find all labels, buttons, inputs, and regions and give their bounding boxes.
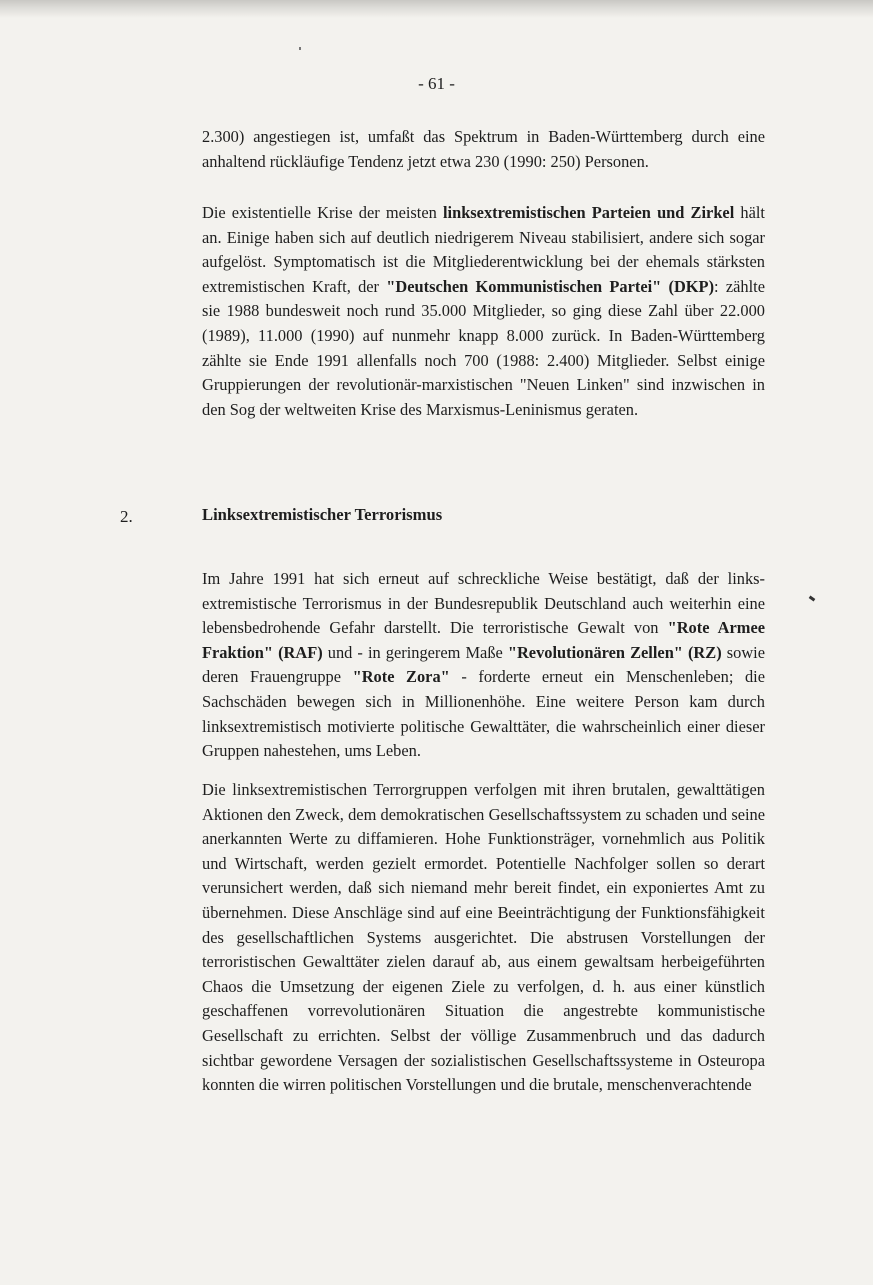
text-run: Im Jahre 1991 hat sich erneut auf schreckliche Weise bestätigt, daß der linksextremistische Terrorismus in der Bundesrepublik Deutschland auch weiterhin eine lebensbedrohende Gefahr darstellt. Die terroristische Gewalt von: [202, 569, 765, 638]
text-run: hält an. Einige haben sich auf deutlich niedrigerem Niveau stabilisiert, andere sich sogar aufgelöst. Symptomatisch ist die Mitgliederentwicklung bei der ehemals stärksten extremistischen Kraft, der: [202, 203, 765, 296]
section-heading: Linksextremistischer Terrorismus: [202, 505, 443, 524]
bold-term-dkp: "Deutschen Kommunistischen Partei" (DKP): [386, 276, 715, 296]
bold-term-raf: "Rote Armee Fraktion" (RAF): [202, 618, 765, 662]
paragraph-terrorism: [202, 567, 765, 764]
paragraph-party-crisis-text: [202, 201, 765, 422]
bold-term-rz: "Revolutionären Zellen" (RZ): [507, 642, 722, 662]
page-number: - 61 -: [418, 74, 455, 93]
margin-mark: [809, 596, 816, 602]
text-run: und - in geringerem Maße: [322, 642, 508, 662]
text-run: sowie deren Frauengruppe: [202, 642, 765, 687]
section-number: 2.: [120, 507, 133, 526]
paragraph-terrorism-text: [202, 567, 765, 764]
text-run: : zählte sie 1988 bundesweit noch rund 35.000 Mitglieder, so ging diese Zahl über 22.000 (1989), 11.000 (1990) auf nunmehr knapp 8.000 zurück. In Baden-Württemberg zählte sie Ende 1991 allenfalls noch 700 (1988: 2.400) Mitglieder. Selbst einige Gruppierungen der revolutionär-marxistischen "Neuen Linken" sind inzwischen in den Sog der weltweiten Krise des Marxismus-Leninismus geraten.: [202, 276, 765, 419]
bold-term-rote-zora: "Rote Zora": [352, 667, 450, 687]
paragraph-aims: [202, 778, 765, 1098]
text-run: Die existentielle Krise der meisten: [202, 203, 443, 222]
paragraph-aims-text: Die linksextremistischen Terrorgruppen verfolgen mit ihren brutalen, gewalttätigen Aktionen den Zweck, dem demokratischen Gesellschaftssystem zu schaden und seine anerkannten Werte zu diffamieren. Hohe Funktionsträger, vornehmlich aus Politik und Wirtschaft, werden gezielt ermordet. Potentielle Nachfolger sollen so derart verunsichert werden, daß sich niemand mehr bereit findet, ein exponiertes Amt zu übernehmen. Diese Anschläge sind auf eine Beeinträchtigung der Funktionsfähigkeit des gesellschaftlichen Systems ausgerichtet. Die abstrusen Vorstellungen der terroristischen Gewalttäter zielen darauf ab, aus einem gewaltsam herbeigeführten Chaos die Umsetzung der eigenen Ziele zu verfolgen, d. h. aus einer künstlich geschaffenen vorrevolutionären Situation die angestrebte kommunistische Gesellschaft zu errichten. Selbst der völlige Zusammenbruch und das dadurch sichtbar gewordene Versagen der sozialistischen Gesellschaftssysteme in Osteuropa konnten die wirren politischen Vorstellungen und die brutale, menschenverachtende: [202, 780, 765, 1095]
text-run: - forderte erneut ein Menschenleben; die Sachschäden bewegen sich in Millionenhöhe. Eine weitere Person kam durch linksextremistisch motivierte politische Gewalttäter, die wahrscheinlich einer dieser Gruppen nahestehen, ums Leben.: [202, 667, 766, 761]
bold-term-parties: linksextremistischen Parteien und Zirkel: [442, 203, 735, 222]
paragraph-intro-text: 2.300) angestiegen ist, umfaßt das Spektrum in Baden-Württemberg durch eine anhaltend rückläufige Tendenz jetzt etwa 230 (1990: 250) Personen.: [202, 127, 765, 171]
paragraph-intro: [202, 125, 765, 174]
paragraph-party-crisis: [202, 201, 765, 422]
